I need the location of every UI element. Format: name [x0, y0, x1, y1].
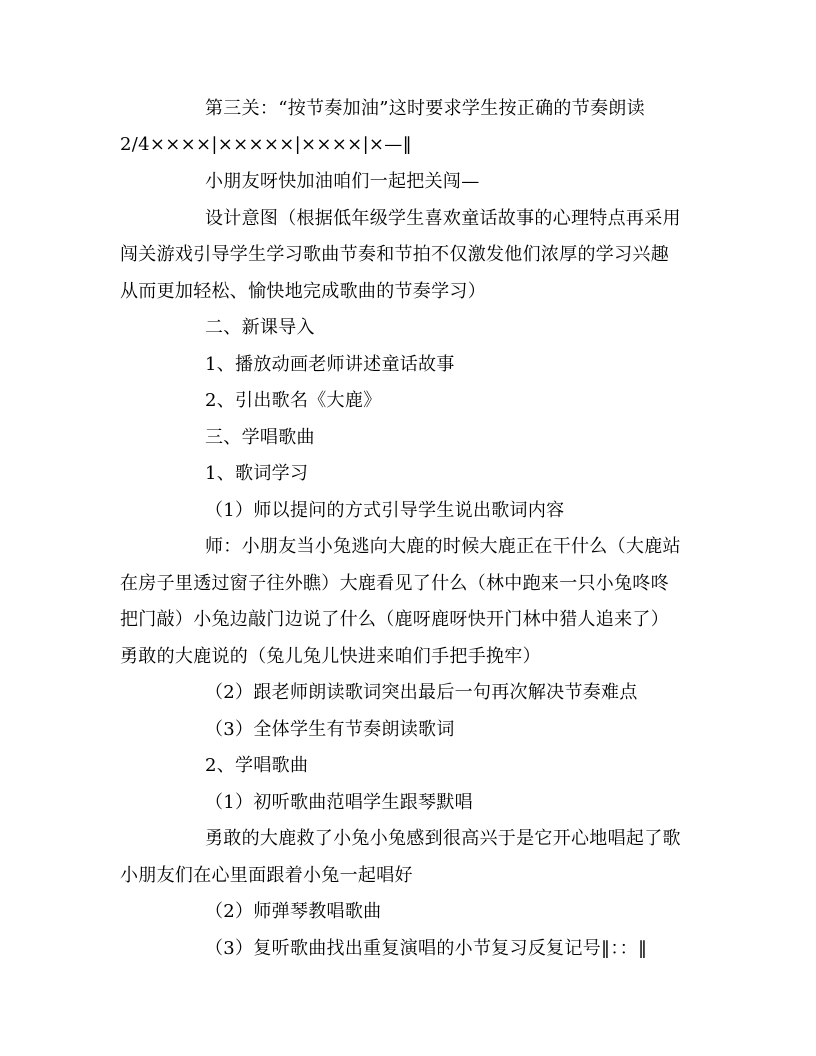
text-line: 1、播放动画老师讲述童话故事 — [205, 354, 455, 375]
text-line: 闯关游戏引导学生学习歌曲节奏和节拍不仅激发他们浓厚的学习兴趣 — [120, 244, 669, 265]
text-line: （3）全体学生有节奏朗读歌词 — [205, 719, 455, 740]
text-line: 在房子里透过窗子往外瞧）大鹿看见了什么（林中跑来一只小兔咚咚 — [120, 573, 669, 594]
text-line: 1、歌词学习 — [205, 463, 309, 484]
text-line: 勇敢的大鹿说的（兔儿兔儿快进来咱们手把手挽牢） — [120, 646, 541, 667]
section-heading: 三、学唱歌曲 — [205, 427, 315, 448]
text-line: 勇敢的大鹿救了小兔小兔感到很高兴于是它开心地唱起了歌 — [205, 828, 681, 849]
rhythm-notation-line: 2/4××××|×××××|××××|×—‖ — [120, 134, 412, 155]
text-line: 第三关：“按节奏加油”这时要求学生按正确的节奏朗读 — [205, 98, 645, 119]
text-line: 2、引出歌名《大鹿》 — [205, 390, 382, 411]
text-line: （2）师弹琴教唱歌曲 — [205, 901, 382, 922]
text-line: （2）跟老师朗读歌词突出最后一句再次解决节奏难点 — [205, 682, 638, 703]
text-line: 小朋友呀快加油咱们一起把关闯— — [205, 171, 480, 192]
section-heading: 二、新课导入 — [205, 317, 315, 338]
text-line: 小朋友们在心里面跟着小兔一起唱好 — [120, 865, 413, 886]
text-line: （3）复听歌曲找出重复演唱的小节复习反复记号‖：：‖ — [205, 938, 648, 959]
text-line: 设计意图（根据低年级学生喜欢童话故事的心理特点再采用 — [205, 208, 681, 229]
text-line: 师：小朋友当小兔逃向大鹿的时候大鹿正在干什么（大鹿站 — [205, 536, 681, 557]
text-line: 2、学唱歌曲 — [205, 755, 309, 776]
text-line: （1）初听歌曲范唱学生跟琴默唱 — [205, 792, 473, 813]
text-line: 把门敲）小兔边敲门边说了什么（鹿呀鹿呀快开门林中猎人追来了） — [120, 609, 669, 630]
text-line: 从而更加轻松、愉快地完成歌曲的节奏学习） — [120, 281, 486, 302]
text-line: （1）师以提问的方式引导学生说出歌词内容 — [205, 500, 565, 521]
